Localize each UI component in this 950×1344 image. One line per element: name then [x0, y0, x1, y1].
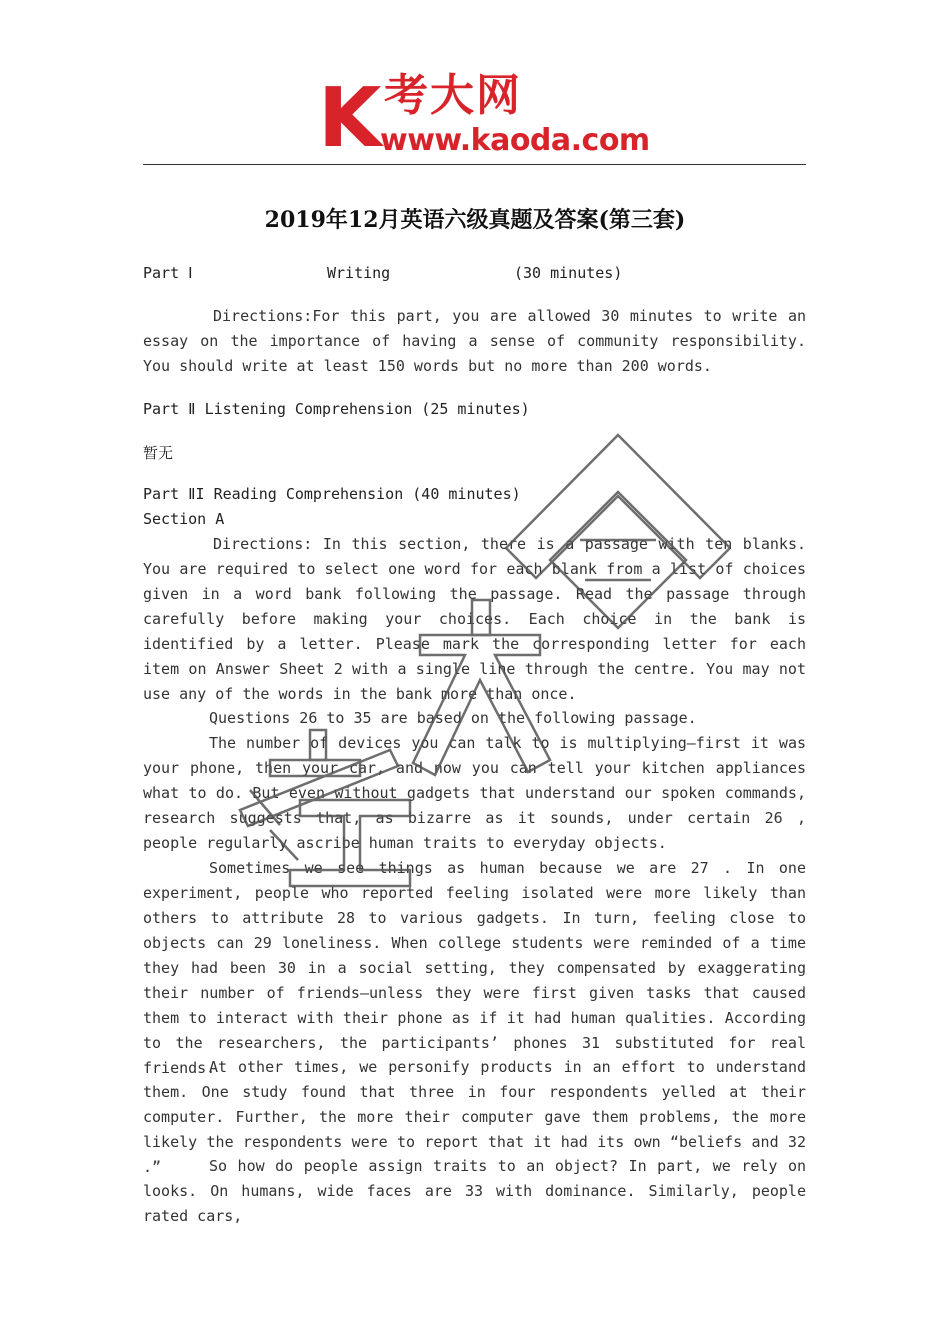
- passage-paragraph-3: At other times, we personify products in an effort to understand them. One study found that three in four respondents yelled at their computer. Further, the more their computer gave them problems, the more likely the respondents were to report that it had its own “beliefs and 32 .”: [143, 1058, 806, 1176]
- questions-intro: Questions 26 to 35 are based on the following passage.: [209, 709, 697, 727]
- part1-directions: Directions:For this part, you are allowed 30 minutes to write an essay on the importance of having a sense of community responsibility. You should write at least 150 words but no more than 200 words.: [143, 307, 806, 375]
- logo-chinese-text: 考大网: [384, 70, 522, 121]
- part3-directions: Directions: In this section, there is a passage with ten blanks. You are required to select one word for each blank from a list of choices given in a word bank following the passage. Read the passage through carefully before making your choices. Each choice in the bank is identified by a letter. Please mark the corresponding letter for each item on Answer Sheet 2 with a single line through the centre. You may not use any of the words in the bank more than once.: [143, 535, 806, 703]
- passage-paragraph-1: The number of devices you can talk to is multiplying—first it was your phone, then your car, and now you can tell your kitchen appliances what to do. But even without gadgets that understand our spoken commands, research suggests that, as bizarre as it sounds, under certain 26 , people regularly ascribe human traits to everyday objects.: [143, 734, 806, 852]
- part1-label: Part Ⅰ: [143, 264, 193, 282]
- part2-heading: Part Ⅱ Listening Comprehension (25 minutes): [143, 400, 530, 418]
- part1-name: Writing: [327, 264, 391, 282]
- passage-paragraph-2: Sometimes we see things as human because we are 27 . In one experiment, people who reported feeling isolated were more likely than others to attribute 28 to various gadgets. In turn, feeling close to objects can 29 loneliness. When college students were reminded of a time they had been 30 in a social setting, they compensated by exaggerating their number of friends—unless they were first given tasks that caused them to interact with their phone as if it had human qualities. According to the researchers, the participants’ phones 31 substituted for real friends.: [143, 859, 806, 1077]
- header-divider: [143, 164, 806, 165]
- part3-heading: Part ⅡI Reading Comprehension (40 minutes): [143, 485, 521, 503]
- logo-url-text: www.kaoda.com: [380, 123, 650, 158]
- part1-heading: [143, 264, 193, 282]
- document-title: 2019年12月英语六级真题及答案(第三套): [264, 207, 686, 233]
- kaoda-logo[interactable]: [318, 70, 650, 166]
- section-a-label: Section A: [143, 510, 225, 528]
- part2-content: 暂无: [143, 444, 174, 462]
- part1-time: (30 minutes): [514, 264, 623, 282]
- logo-k-mark: K: [318, 71, 380, 166]
- passage-paragraph-4: So how do people assign traits to an object? In part, we rely on looks. On humans, wide faces are 33 with dominance. Similarly, people rated cars,: [143, 1157, 806, 1225]
